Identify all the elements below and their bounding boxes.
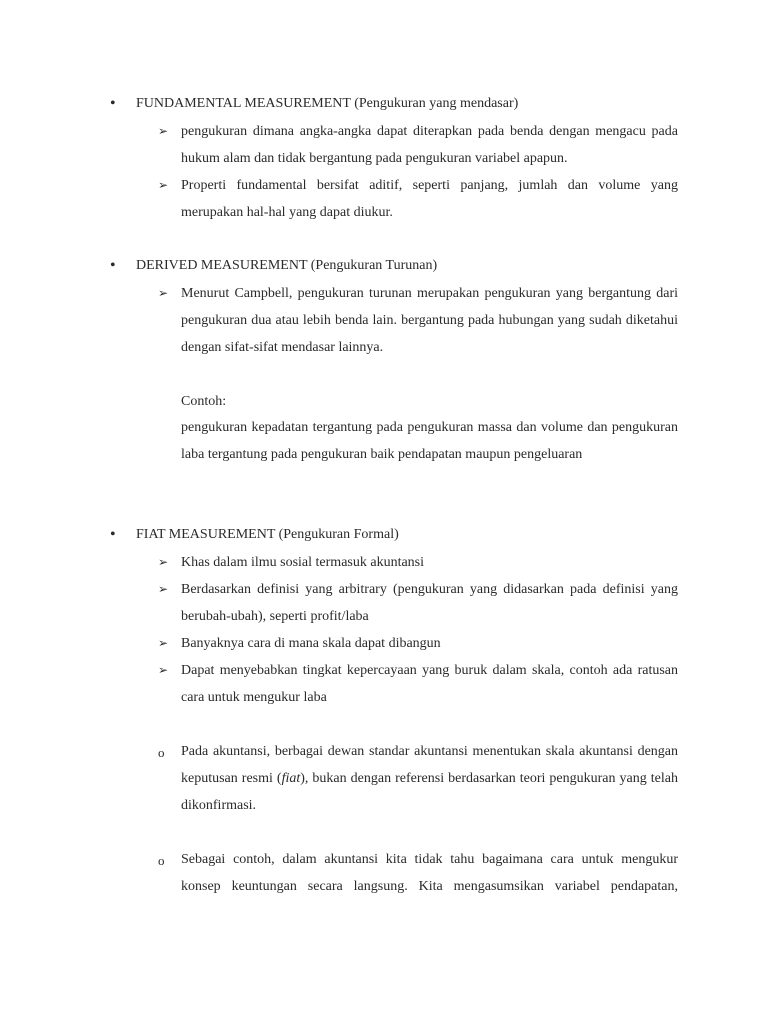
section-title: FIAT MEASUREMENT (Pengukuran Formal): [136, 527, 399, 542]
emphasis-text: fiat: [281, 771, 301, 786]
arrow-bullet-icon: ➢: [158, 286, 169, 300]
sub-list-item-text: Sebagai contoh, dalam akuntansi kita tidak tahu bagaimana cara untuk mengukur konsep keuntungan secara langsung. Kita mengasumsikan variabel pendapatan,: [181, 852, 678, 894]
arrow-bullet-icon: ➢: [158, 124, 169, 138]
sub-list-item: [158, 846, 678, 900]
section-title: FUNDAMENTAL MEASUREMENT (Pengukuran yang mendasar): [136, 96, 519, 111]
list-item-text: Khas dalam ilmu sosial termasuk akuntansi: [181, 555, 425, 570]
list-item: [158, 549, 678, 576]
list-item: [158, 657, 678, 711]
list-item-text: Menurut Campbell, pengukuran turunan merupakan pengukuran yang bergantung dari pengukuran dua atau lebih benda lain. bergantung pada hubungan yang sudah diketahui dengan sifat-sifat mendasar lainnya.: [181, 286, 678, 355]
sub-list-item-text: [181, 738, 678, 819]
list-item-text: Berdasarkan definisi yang arbitrary (pengukuran yang didasarkan pada definisi yang berubah-ubah), seperti profit/laba: [181, 582, 678, 624]
arrow-bullet-icon: ➢: [158, 582, 169, 596]
list-item: [158, 280, 678, 361]
arrow-bullet-icon: ➢: [158, 555, 169, 569]
sub-list-item: [158, 738, 678, 819]
arrow-bullet-icon: ➢: [158, 178, 169, 192]
list-item-text: pengukuran dimana angka-angka dapat diterapkan pada benda dengan mengacu pada hukum alam dan tidak bergantung pada pengukuran variabel apapun.: [181, 124, 678, 166]
circle-bullet-icon: o: [158, 853, 165, 868]
arrow-bullet-icon: ➢: [158, 636, 169, 650]
list-item: [158, 172, 678, 226]
list-item-text: Dapat menyebabkan tingkat kepercayaan yang buruk dalam skala, contoh ada ratusan cara untuk mengukur laba: [181, 663, 678, 705]
example-text: pengukuran kepadatan tergantung pada pengukuran massa dan volume dan pengukuran laba tergantung pada pengukuran baik pendapatan maupun pengeluaran: [181, 420, 678, 462]
circle-bullet-icon: o: [158, 745, 165, 760]
text-run: ), bukan dengan referensi berdasarkan teori pengukuran yang telah dikonfirmasi.: [181, 771, 678, 813]
text-run: Pada akuntansi, berbagai dewan standar akuntansi menentukan skala akuntansi dengan keputusan resmi (: [181, 744, 678, 786]
section-title: DERIVED MEASUREMENT (Pengukuran Turunan): [136, 258, 438, 273]
list-item-text: Properti fundamental bersifat aditif, seperti panjang, jumlah dan volume yang merupakan hal-hal yang dapat diukur.: [181, 178, 678, 220]
list-item-text: Banyaknya cara di mana skala dapat dibangun: [181, 636, 441, 651]
bullet-marker: •: [110, 526, 116, 543]
example-label: Contoh:: [181, 394, 227, 409]
list-item: [158, 630, 678, 657]
list-item: [158, 118, 678, 172]
arrow-bullet-icon: ➢: [158, 663, 169, 677]
list-item: [158, 576, 678, 630]
bullet-marker: •: [110, 257, 116, 274]
bullet-marker: •: [110, 95, 116, 112]
